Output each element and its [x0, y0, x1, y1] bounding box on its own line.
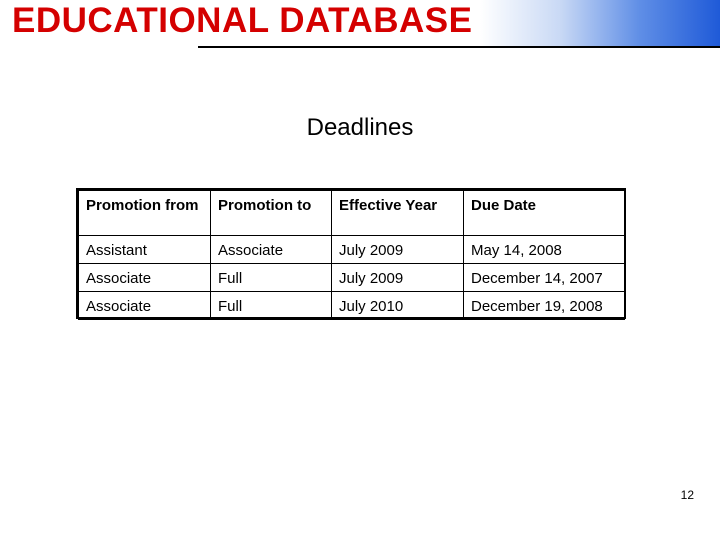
section-heading: Deadlines — [306, 114, 414, 141]
cell-promotion-from: Associate — [79, 264, 211, 292]
cell-promotion-from: Associate — [79, 292, 211, 320]
deadlines-table — [78, 190, 625, 320]
cell-due-date: December 14, 2007 — [464, 264, 625, 292]
cell-promotion-from: Assistant — [79, 236, 211, 264]
title-divider — [198, 46, 720, 48]
cell-promotion-to: Full — [211, 292, 332, 320]
column-header-promotion-from: Promotion from — [79, 191, 211, 236]
table-row — [79, 236, 625, 264]
table-header-row — [79, 191, 625, 236]
page-number: 12 — [680, 488, 694, 502]
cell-promotion-to: Associate — [211, 236, 332, 264]
column-header-effective-year: Effective Year — [332, 191, 464, 236]
cell-promotion-to: Full — [211, 264, 332, 292]
column-header-due-date: Due Date — [464, 191, 625, 236]
table-row — [79, 292, 625, 320]
cell-effective-year: July 2010 — [332, 292, 464, 320]
cell-due-date: May 14, 2008 — [464, 236, 625, 264]
cell-effective-year: July 2009 — [332, 236, 464, 264]
table-row — [79, 264, 625, 292]
cell-due-date: December 19, 2008 — [464, 292, 625, 320]
deadlines-table-frame — [76, 188, 626, 319]
column-header-promotion-to: Promotion to — [211, 191, 332, 236]
slide-title: EDUCATIONAL DATABASE — [12, 1, 473, 40]
cell-effective-year: July 2009 — [332, 264, 464, 292]
